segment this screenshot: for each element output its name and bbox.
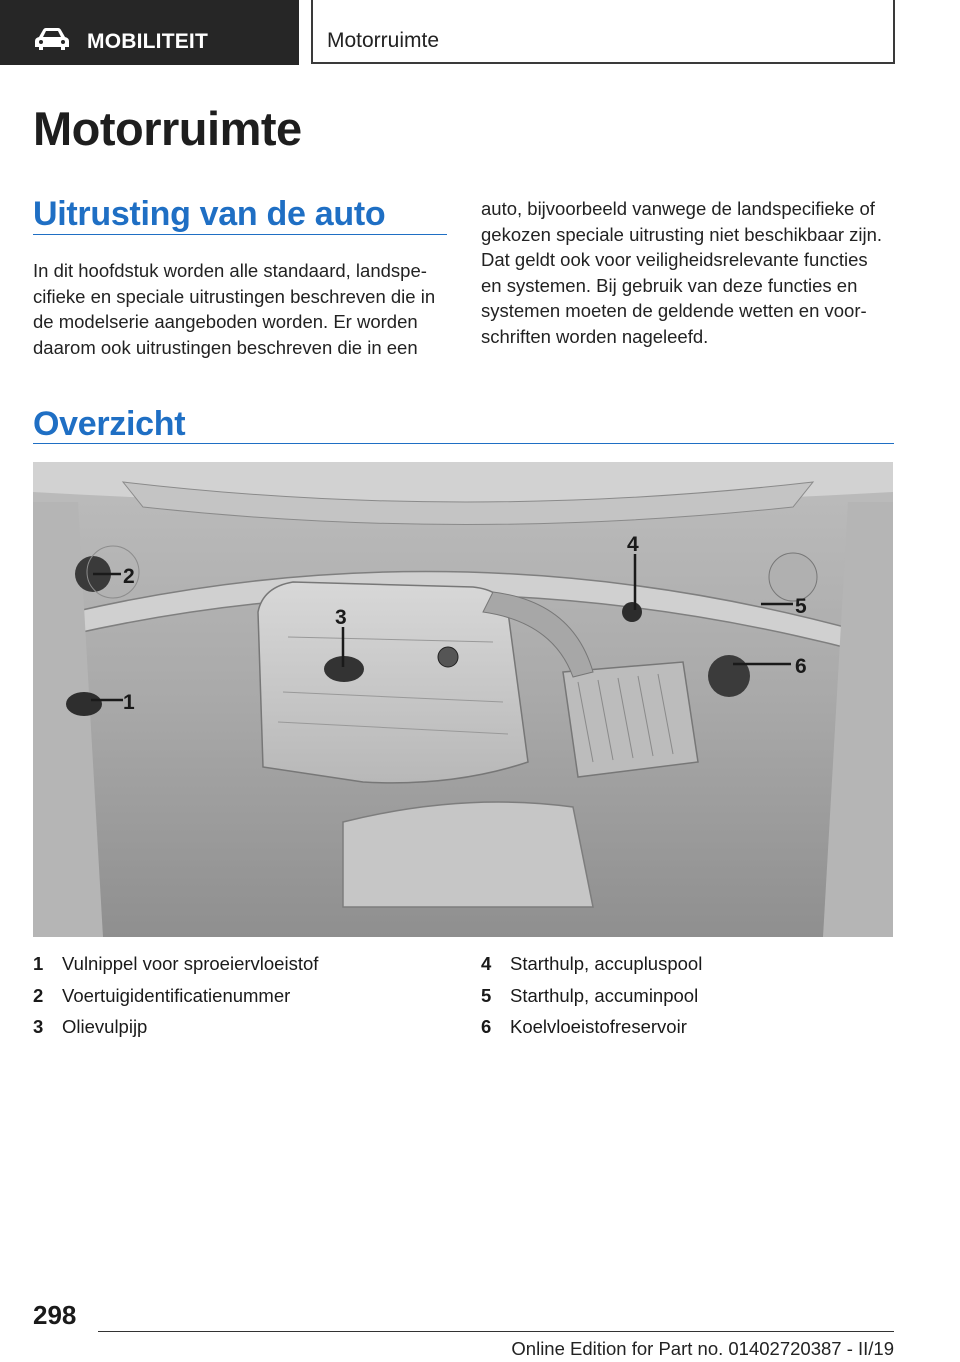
equipment-heading-rule bbox=[33, 234, 447, 235]
text-line: en systemen. Bij gebruik van deze functies en bbox=[481, 274, 858, 296]
text-line: Dat geldt ook voor veiligheidsrelevante functies bbox=[481, 249, 868, 270]
page-number: 298 bbox=[33, 1300, 77, 1330]
text-line: auto, bijvoorbeeld vanwege de landspecifieke of bbox=[481, 198, 875, 219]
callout-6: 6 bbox=[795, 655, 807, 678]
text-line: gekozen speciale uitrusting niet beschikbaar zijn. bbox=[481, 223, 883, 245]
item-number: 2 bbox=[33, 984, 44, 1006]
item-label: Koelvloeistofreservoir bbox=[510, 1016, 687, 1037]
callout-1: 1 bbox=[123, 691, 135, 714]
text-line: In dit hoofdstuk worden alle standaard, landspe- bbox=[33, 260, 427, 281]
item-number: 3 bbox=[33, 1016, 44, 1037]
text-line: de modelserie aangeboden worden. Er worden bbox=[33, 311, 418, 332]
item-label: Starthulp, accupluspool bbox=[510, 953, 703, 974]
item-number: 4 bbox=[481, 953, 492, 974]
breadcrumb bbox=[311, 0, 895, 64]
equipment-heading: Uitrusting van de auto bbox=[33, 195, 386, 233]
equipment-text-right bbox=[481, 196, 882, 349]
list-item bbox=[33, 1011, 318, 1043]
callout-3: 3 bbox=[335, 606, 347, 629]
engine-bay-illustration bbox=[33, 462, 893, 937]
list-item bbox=[33, 948, 318, 980]
list-item bbox=[481, 948, 702, 980]
text-line: systemen moeten de geldende wetten en voor- bbox=[481, 300, 867, 321]
item-label: Voertuigidentificatienummer bbox=[62, 984, 291, 1006]
item-number: 6 bbox=[481, 1016, 492, 1037]
legend-left bbox=[33, 948, 318, 1043]
list-item bbox=[33, 980, 318, 1012]
page-title: Motorruimte bbox=[33, 102, 302, 155]
callout-5: 5 bbox=[795, 595, 807, 618]
text-line: cifieke en speciale uitrustingen beschreven die in bbox=[33, 285, 436, 307]
item-number: 1 bbox=[33, 953, 44, 974]
overview-heading: Overzicht bbox=[33, 405, 186, 443]
item-number: 5 bbox=[481, 984, 492, 1006]
footer-rule bbox=[98, 1331, 894, 1332]
legend-right bbox=[481, 948, 702, 1043]
item-label: Vulnippel voor sproeiervloeistof bbox=[62, 953, 319, 974]
section-tab[interactable] bbox=[0, 0, 299, 65]
item-label: Starthulp, accuminpool bbox=[510, 984, 699, 1006]
list-item bbox=[481, 980, 702, 1012]
section-label: MOBILITEIT bbox=[87, 30, 208, 53]
text-line: schriften worden nageleefd. bbox=[481, 325, 709, 347]
overview-heading-rule bbox=[33, 443, 894, 444]
equipment-text-left bbox=[33, 258, 435, 360]
callout-2: 2 bbox=[123, 565, 135, 588]
edition-note: Online Edition for Part no. 01402720387 - II/19 bbox=[511, 1338, 894, 1359]
list-item bbox=[481, 1011, 702, 1043]
text-line: daarom ook uitrustingen beschreven die in een bbox=[33, 336, 418, 358]
breadcrumb-label: Motorruimte bbox=[327, 29, 440, 52]
car-icon bbox=[34, 27, 70, 51]
item-label: Olievulpijp bbox=[62, 1016, 148, 1037]
callout-4: 4 bbox=[627, 533, 639, 556]
